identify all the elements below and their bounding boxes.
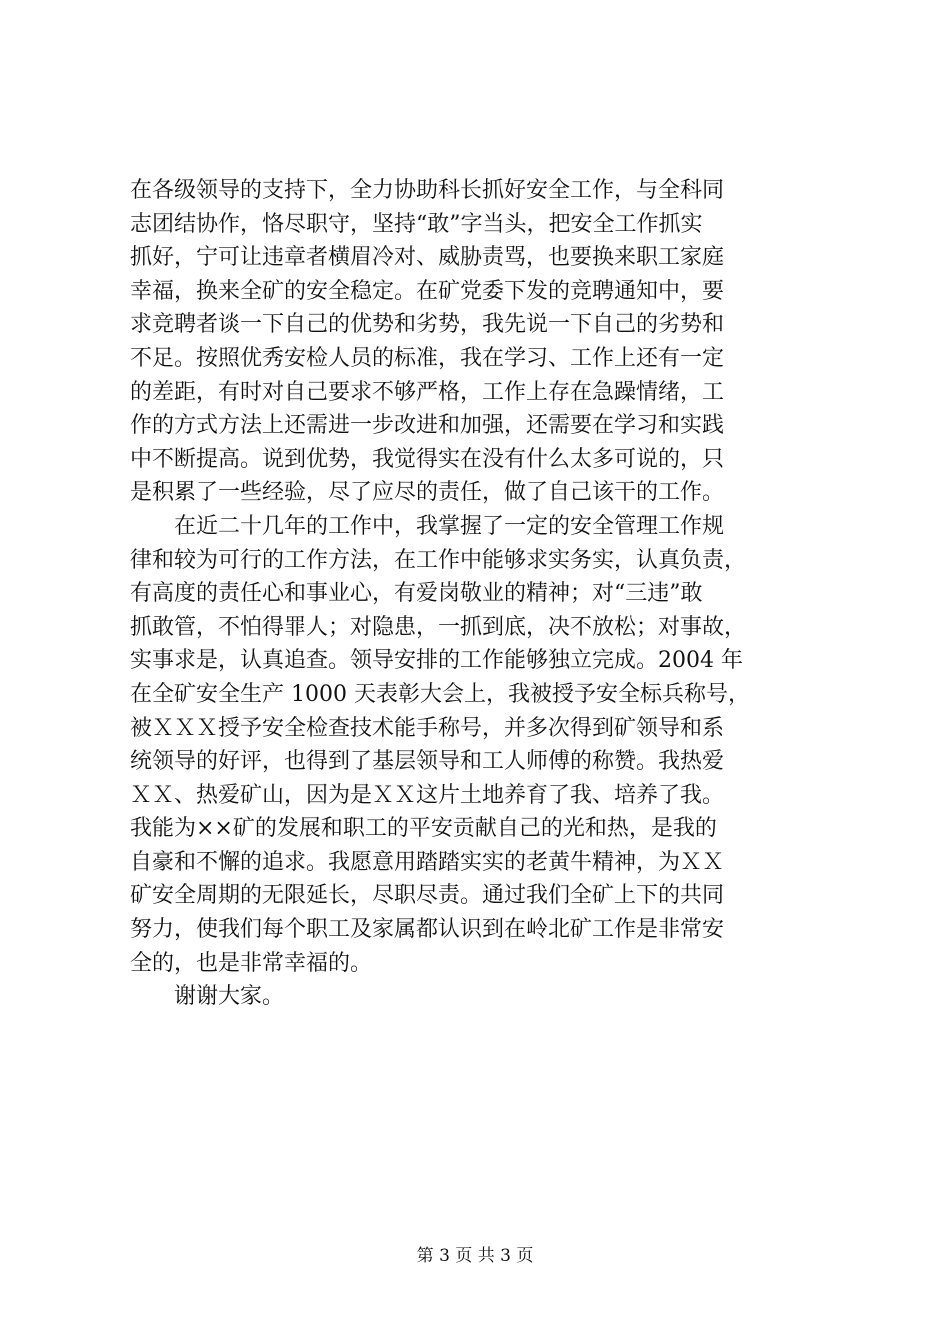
paragraph-2 [130,510,842,980]
text-line: 中不断提高。说到优势，我觉得实在没有什么太多可说的，只 [130,446,725,472]
text-line: 的差距，有时对自己要求不够严格，工作上存在急躁情绪，工 [130,379,725,405]
text-line: 抓好，宁可让违章者横眉冷对、威胁责骂，也要换来职工家庭 [130,245,725,271]
paragraph-3 [130,980,842,1014]
text-line: 是积累了一些经验，尽了应尽的责任，做了自己该干的工作。 [130,480,725,506]
paragraph-1 [130,174,842,510]
text-line: 统领导的好评，也得到了基层领导和工人师傅的称赞。我热爱 [130,749,725,775]
text-line: 实事求是，认真追查。领导安排的工作能够独立完成。2004 年 [130,648,743,674]
text-line: 在近二十几年的工作中，我掌握了一定的安全管理工作规 [174,513,725,539]
text-line: 幸福，换来全矿的安全稳定。在矿党委下发的竞聘通知中，要 [130,278,725,304]
text-line: 不足。按照优秀安检人员的标准，我在学习、工作上还有一定 [130,345,725,371]
text-line: 我能为××矿的发展和职工的平安贡献自己的光和热，是我的 [130,816,717,842]
text-line: 矿安全周期的无限延长，尽职尽责。通过我们全矿上下的共同 [130,883,725,909]
text-line: 志团结协作，恪尽职守，坚持“敢”字当头，把安全工作抓实 [130,211,703,237]
text-line: 律和较为可行的工作方法，在工作中能够求实务实，认真负责， [130,547,747,573]
text-line: 被ＸＸＸ授予安全检查技术能手称号，并多次得到矿领导和系 [130,715,725,741]
text-line: 抓敢管，不怕得罪人；对隐患，一抓到底，决不放松；对事故， [130,614,747,640]
text-line: 在各级领导的支持下，全力协助科长抓好安全工作，与全科同 [130,178,725,203]
page-number-footer: 第 3 页 共 3 页 [416,1246,534,1266]
body-text [130,174,842,1014]
text-line: 作的方式方法上还需进一步改进和加强，还需要在学习和实践 [130,413,725,439]
text-line: ＸＸ、热爱矿山，因为是ＸＸ这片土地养育了我、培养了我。 [130,782,725,808]
text-line: 努力，使我们每个职工及家属都认识到在岭北矿工作是非常安 [130,917,725,943]
text-line: 全的，也是非常幸福的。 [130,950,373,976]
text-line: 求竞聘者谈一下自己的优势和劣势，我先说一下自己的劣势和 [130,312,725,338]
text-line: 有高度的责任心和事业心，有爱岗敬业的精神；对“三违”敢 [130,581,703,607]
text-line: 自豪和不懈的追求。我愿意用踏踏实实的老黄牛精神，为ＸＸ [130,849,725,875]
text-line: 谢谢大家。 [174,984,285,1010]
text-line: 在全矿安全生产 1000 天表彰大会上，我被授予安全标兵称号， [130,681,750,707]
